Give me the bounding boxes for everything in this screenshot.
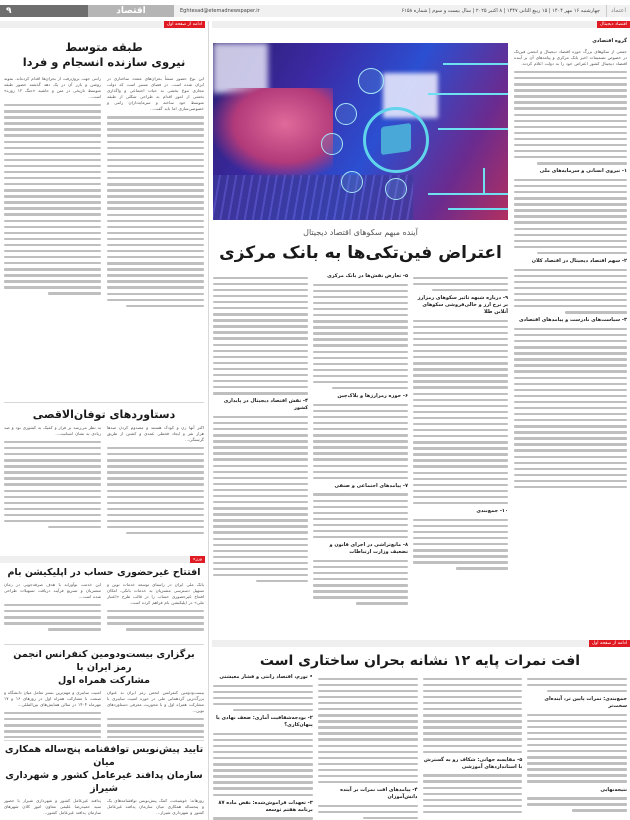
subhead: ۳- سیاست‌های نادرست و پیامدهای اقتصادی — [518, 317, 627, 324]
text-column: این خدمت نوآورانه با هدف صرفه‌جویی در زمان مشتریان و تسریع فرآیند دریافت تسهیلات طراحی شده است... — [4, 582, 101, 634]
article-title-line2: نیروی سازنده انسجام و فردا — [22, 55, 186, 69]
intro-paragraph: جمعی از سکوهای بزرگ حوزه اقتصاد دیجیتال و انجمن فین‌تک در خصوص تصمیمات اخیر بانک مرکزی و پیامدهای آن بر آینده اقتصاد دیجیتال کشور اعتراض خود را به دولت اعلام کردند. — [514, 49, 627, 67]
article-title: برگزاری بیست‌ودومین کنفرانس انجمن رمز ایران با — [13, 649, 195, 673]
article-kicker: آینده مبهم سکوهای اقتصاد دیجیتال — [303, 228, 418, 237]
article-cryptography-conference — [4, 646, 204, 738]
subhead: • تورم، اقتصاد رانتی و فشار معیشتی — [219, 674, 313, 680]
article-title-line2: مشارکت همراه اول — [58, 675, 150, 686]
subhead: ۶- حوزه رمزارزها و بلاک‌چین — [337, 393, 408, 400]
subhead: ۱۰- جمع‌بندی — [476, 508, 508, 515]
tagbar-right-top — [212, 21, 630, 28]
bottom-headline: افت نمرات پایه ۱۲ نشانه بحران ساختاری است — [259, 653, 581, 669]
text-column — [423, 674, 523, 820]
subhead: ۴- پیامدهای افت نمرات بر آینده دانش‌آموزان — [340, 787, 418, 801]
subhead: ۲- سهم اقتصاد دیجیتال در اقتصاد کلان — [531, 257, 627, 264]
subhead: جمع‌بندی: نمرات پایین تر، آینده‌ای سخت‌تر — [544, 695, 627, 709]
tagbar-left-mid — [0, 556, 205, 563]
article-title: دستاوردهای توفان‌الاقصی — [32, 408, 176, 421]
text-column: روزهانه: خوشبخت، کمک پیش‌نویس توافقنامه‌های یک و پنجساله همکاری میان سازمان پدافند غیرعامل کشور و شهرداری شیراز... — [107, 798, 204, 820]
subhead: ۵- مقایسه جهانی: شکاف رو به گسترش با استانداردهای آموزشی — [423, 756, 523, 770]
main-article-body — [213, 273, 508, 631]
subhead: نتیجه‌نهایی — [600, 786, 627, 793]
tagbar-right-bottom — [212, 640, 630, 647]
newspaper-logo: اعتماد — [606, 5, 630, 17]
text-column: بیست‌ودومین کنفرانس انجمن رمز ایران به عنوان بزرگ‌ترین گردهمایی ملی در حوزه امنیت سایبری با مشارکت همراه اول و با محوریت معرفی دستاوردهای نوین... — [107, 690, 204, 738]
page-number: ۹ — [0, 5, 88, 17]
article-title: افتتاح غیرحضوری حساب در اپلیکیشن بام — [7, 567, 201, 578]
text-column: این نوع حضور منشأ بحران‌های متعدد ساختاری در ایران شده است. در فضای مسیر است که دولت مجازی تنوع بخشی به حیات اجتماعی و واگذاری بخشی از امور اقدام به طراحی شکلی از طبقه متوسط خود ساخته و سرمایه‌داران رانتی و خصوصی‌سازی اما باید گفت... — [107, 76, 204, 311]
bottom-article-body — [213, 674, 627, 820]
text-column — [318, 674, 418, 820]
subhead: ۷- پیامدهای اجتماعی و صنفی — [334, 482, 408, 489]
network-icon — [385, 178, 407, 200]
section-tag-digital-economy: اقتصاد دیجیتال — [597, 21, 630, 28]
continued-tag: ادامه از صفحه اول — [589, 640, 630, 647]
dice-icon — [381, 123, 411, 155]
puzzle-icon — [358, 68, 384, 94]
subhead: ۳- تعهدات فراموش‌شده: نقض ماده ۸۷ برنامه هفتم توسعه — [218, 799, 313, 813]
subhead: ۸- مانع‌تراشی در اجرای قانون و تضعیف وزارت ارتباطات — [329, 542, 408, 556]
continued-tag: ادامه از صفحه اول — [164, 21, 205, 28]
text-column — [413, 273, 508, 631]
issue-date-line: چهارشنبه ۱۶ مهر ۱۴۰۴ | ۱۵ ربیع الثانی ۱۴۴۷ | ۸ اکتبر ۲۰۲۵ | سال بیست و سوم | شماره ۶۱۵۸ — [401, 8, 600, 14]
text-column — [213, 273, 308, 631]
masthead-info — [174, 5, 606, 17]
text-column — [213, 674, 313, 820]
text-column: به نظر می‌رسد بر فرار و کمیک به کشوری بود و صد زیادی به نشان انسانیت... — [4, 425, 101, 538]
subhead: ۲- بودجه‌شفافیت آماری: ضعف نهادی یا پنهان‌کاری؟ — [215, 715, 313, 729]
text-column: بانک ملی ایران در راستای توسعه خدمات نوین و تسهیل دسترسی مشتریان به خدمات بانکی، امکان افتتاح غیرحضوری حساب را در قالب طرح «اعتبار ملی» در اپلیکیشن بام فراهم کرده است. — [107, 582, 204, 634]
podium-icon — [335, 103, 357, 125]
article-title: طبقه متوسط — [65, 40, 143, 54]
main-headline: اعتراض فین‌تکی‌ها به بانک مرکزی — [219, 243, 502, 263]
section-tag: ورزه — [190, 556, 205, 563]
article-title-line2: سازمان پدافند غیرعامل کشور و شهرداری شیراز — [5, 770, 203, 794]
trophy-icon — [341, 171, 363, 193]
subhead: ۹- درباره شبهه تاثیر سکوهای رمزارز بر نرخ ارز و خالی‌فروشی سکوهای آنلاین طلا — [417, 294, 508, 315]
text-column: اکثر آنها زن و کودک هستند و مصدوم کردن صدها هزار نفر و ایجاد قحطی عمدی و کشتن از طریق گرسنگی... — [107, 425, 204, 538]
article-passive-defense-shiraz — [4, 742, 204, 820]
subhead: ۴- نقش اقتصاد دیجیتال در پایداری کشور — [223, 398, 308, 412]
text-column: امنیت سایبری و مهم‌ترین بستر تعامل میان دانشگاه و صنعت با مشارکت همراه اول در روزهای ۱۶ و ۱۷ مهرماه ۱۴۰۴ در سالن همایش‌های بین‌المللی... — [4, 690, 101, 738]
column-divider — [208, 21, 209, 820]
article-al-aqsa-storm — [4, 405, 204, 555]
fintech-illustration-image — [213, 43, 508, 220]
text-column: رانتی جهت برون‌رفت از بحران‌ها اقدام کرده‌اند. نمونه روشن و بارز آن در یک دهه گذشته حضور طبقه متوسط تاریخی در متن و حاشیه «جنگ ۱۲ روزه» است... — [4, 76, 101, 311]
tagbar-left-top — [0, 21, 205, 28]
lightbulb-icon — [321, 133, 343, 155]
subhead: ۱- نیروی انسانی و سرمایه‌های ملی — [539, 168, 627, 175]
text-column: پدافند غیرعامل کشور و شهرداری شیراز با حضور سید حمیدرضا علیمی معاون امور کلان شهرهای سازمان پدافند غیرعامل کشور... — [4, 798, 101, 820]
text-column — [313, 273, 408, 631]
text-column — [527, 674, 627, 820]
page-masthead — [0, 5, 630, 17]
subhead: ۵- تعارض نقش‌ها در بانک مرکزی — [327, 273, 408, 279]
section-email[interactable]: Eghtesad@etemadnewspaper.ir — [180, 8, 260, 14]
article-bam-app-account — [4, 564, 204, 642]
byline: گروه اقتصادی — [592, 38, 627, 44]
article-middle-class — [4, 32, 204, 362]
digital-economy-column — [514, 32, 627, 612]
section-name: اقتصاد — [88, 5, 174, 17]
article-title: تایید پیش‌نویس توافقنامه پنج‌ساله همکاری میان — [4, 744, 204, 768]
